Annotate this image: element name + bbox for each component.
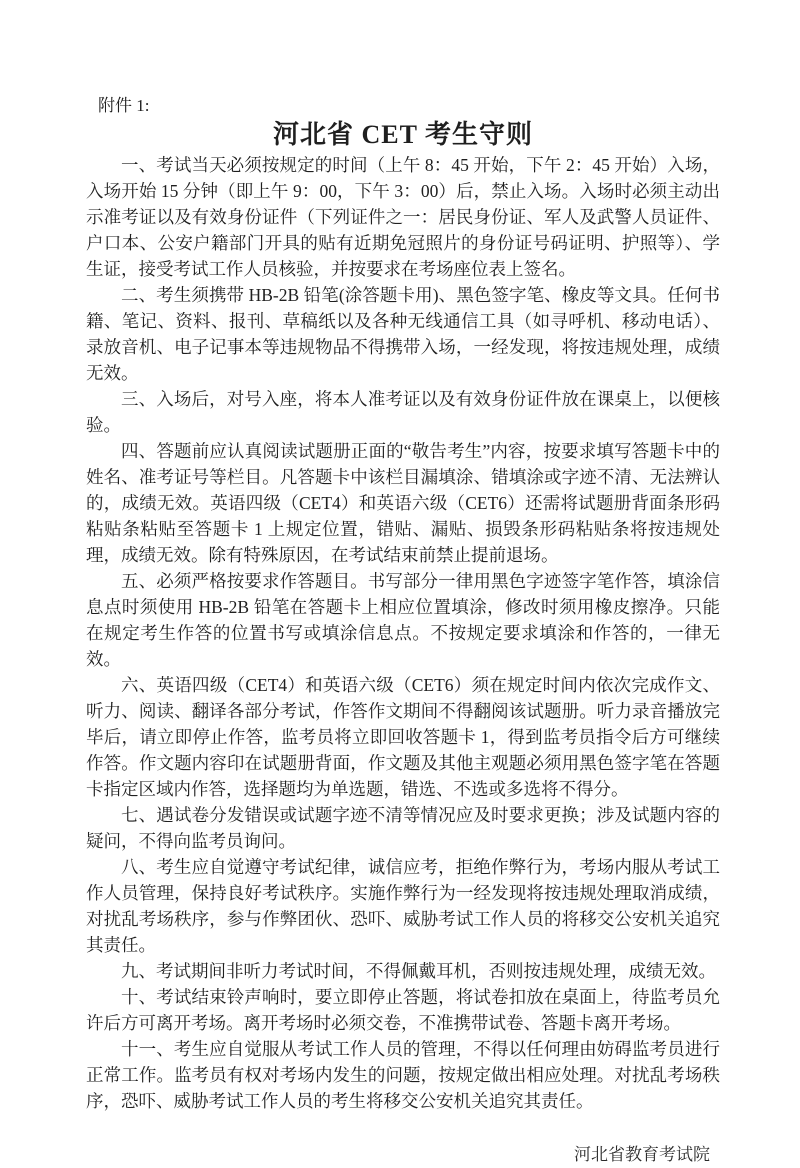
issuer-signature: 河北省教育考试院: [574, 1145, 710, 1164]
rule-paragraph-5: 五、必须严格按要求作答题目。书写部分一律用黑色字迹签字笔作答，填涂信息点时须使用 HB-2B 铅笔在答题卡上相应位置填涂，修改时须用橡皮擦净。只能在规定考生作答的位置书写或填涂信息点。不按规定要求填涂和作答的，一律无效。: [86, 571, 720, 669]
rule-paragraph-8: 八、考生应自觉遵守考试纪律，诚信应考，拒绝作弊行为，考场内服从考试工作人员管理，保持良好考试秩序。实施作弊行为一经发现将按违规处理取消成绩，对扰乱考场秩序，参与作弊团伙、恐吓、威胁考试工作人员的将移交公安机关追究其责任。: [86, 857, 720, 955]
rule-paragraph-7: 七、遇试卷分发错误或试题字迹不清等情况应及时要求更换；涉及试题内容的疑问，不得向监考员询问。: [86, 805, 720, 851]
rule-paragraph-3: 三、入场后，对号入座，将本人准考证以及有效身份证件放在课桌上，以便核验。: [86, 389, 720, 435]
rule-paragraph-4: 四、答题前应认真阅读试题册正面的“敬告考生”内容，按要求填写答题卡中的姓名、准考证号等栏目。凡答题卡中该栏目漏填涂、错填涂或字迹不清、无法辨认的，成绩无效。英语四级（CET4）和英语六级（CET6）还需将试题册背面条形码粘贴条粘贴至答题卡 1 上规定位置，错贴、漏贴、损毁条形码粘贴条将按违规处理，成绩无效。除有特殊原因，在考试结束前禁止提前退场。: [86, 441, 720, 565]
document-content: [86, 94, 720, 1168]
rule-paragraph-10: 十、考试结束铃声响时，要立即停止答题，将试卷扣放在桌面上，待监考员允许后方可离开考场。离开考场时必须交卷，不准携带试卷、答题卡离开考场。: [86, 987, 720, 1033]
attachment-label: 附件 1:: [98, 96, 150, 115]
document-title: 河北省 CET 考生守则: [273, 120, 533, 149]
rule-paragraph-11: 十一、考生应自觉服从考试工作人员的管理，不得以任何理由妨碍监考员进行正常工作。监考员有权对考场内发生的问题，按规定做出相应处理。对扰乱考场秩序，恐吓、威胁考试工作人员的考生将移交公安机关追究其责任。: [86, 1039, 720, 1111]
rule-paragraph-9: 九、考试期间非听力考试时间，不得佩戴耳机，否则按违规处理，成绩无效。: [121, 961, 716, 981]
rule-paragraph-1: 一、考试当天必须按规定的时间（上午 8：45 开始，下午 2：45 开始）入场，入场开始 15 分钟（即上午 9：00，下午 3：00）后，禁止入场。入场时必须主动出示准考证以及有效身份证件（下列证件之一：居民身份证、军人及武警人员证件、户口本、公安户籍部门开具的贴有近期免冠照片的身份证号码证明、护照等）、学生证，接受考试工作人员核验，并按要求在考场座位表上签名。: [86, 155, 720, 279]
rule-paragraph-2: 二、考生须携带 HB-2B 铅笔(涂答题卡用)、黑色签字笔、橡皮等文具。任何书籍、笔记、资料、报刊、草稿纸以及各种无线通信工具（如寻呼机、移动电话）、录放音机、电子记事本等违规物品不得携带入场，一经发现，将按违规处理，成绩无效。: [86, 285, 720, 383]
rule-paragraph-6: 六、英语四级（CET4）和英语六级（CET6）须在规定时间内依次完成作文、听力、阅读、翻译各部分考试，作答作文期间不得翻阅该试题册。听力录音播放完毕后，请立即停止作答，监考员将立即回收答题卡 1，得到监考员指令后方可继续作答。作文题内容印在试题册背面，作文题及其他主观题必须用黑色签字笔在答题卡指定区域内作答，选择题均为单选题，错选、不选或多选将不得分。: [86, 675, 720, 799]
